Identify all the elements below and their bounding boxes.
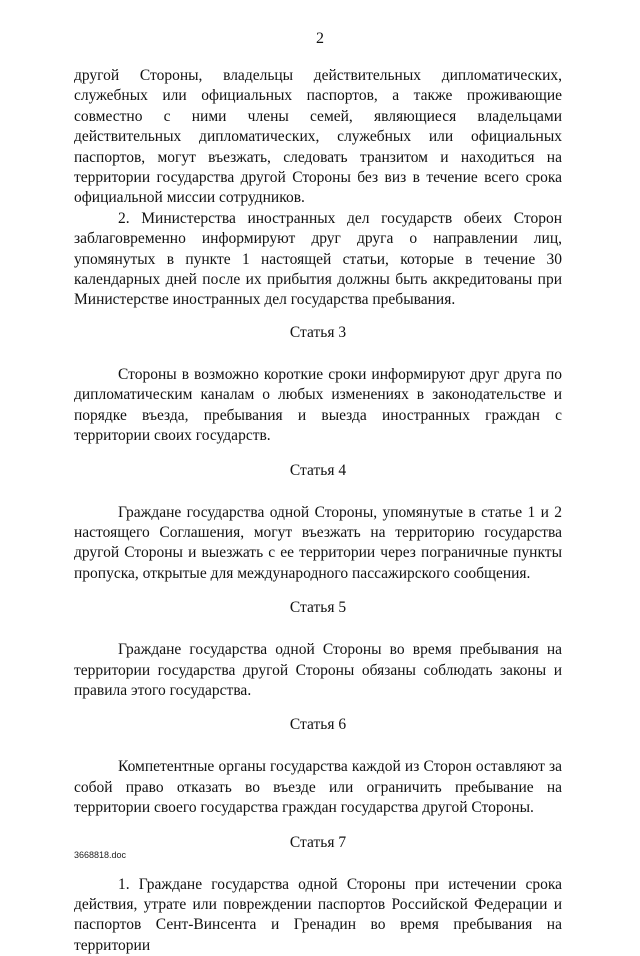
paragraph-item-2: 2. Министерства иностранных дел государств обеих Сторон заблаговременно информируют друг друга о направлении лиц, упомянутых в пункте 1 настоящей статьи, которые в течение 30 календарных дней после их прибытия должны быть аккредитованы при Министерстве иностранных дел государства пребывания. xyxy=(74,209,562,309)
article-7-text: 1. Граждане государства одной Стороны при истечении срока действия, утрате или повреждении паспортов Российской Федерации и паспортов Сент-Винсента и Гренадин во время пребывания на территории xyxy=(74,875,562,954)
document-body xyxy=(74,66,562,956)
article-3-heading: Статья 3 xyxy=(289,323,347,341)
file-name-footer: 3668818.doc xyxy=(74,850,127,860)
article-4-text: Граждане государства одной Стороны, упомянутые в статье 1 и 2 настоящего Соглашения, могут въезжать на территорию государства другой Стороны и выезжать с ее территории через пограничные пункты пропуска, открытые для международного пассажирского сообщения. xyxy=(74,503,562,582)
article-6-heading: Статья 6 xyxy=(289,716,347,734)
article-6-text: Компетентные органы государства каждой из Сторон оставляют за собой право отказать во въезде или ограничить пребывание на территории своего государства граждан государства другой Стороны. xyxy=(74,758,562,817)
article-4-heading: Статья 4 xyxy=(289,461,347,479)
article-7-heading: Статья 7 xyxy=(289,833,347,851)
paragraph-continuation: другой Стороны, владельцы действительных дипломатических, служебных или официальных паспортов, а также проживающие совместно с ними члены семей, являющиеся владельцами действительных дипломатических, служебных или официальных паспортов, могут въезжать, следовать транзитом и находиться на территории государства другой Стороны без виз в течение всего срока официальной миссии сотрудников. xyxy=(74,67,562,207)
article-5-text: Граждане государства одной Стороны во время пребывания на территории государства другой Стороны обязаны соблюдать законы и правила этого государства. xyxy=(74,641,562,699)
article-5-heading: Статья 5 xyxy=(289,599,347,617)
article-3-text: Стороны в возможно короткие сроки информируют друг друга по дипломатическим каналам о любых изменениях в законодательстве и порядке въезда, пребывания и выезда иностранных граждан с территории своих государств. xyxy=(74,365,562,445)
page-number: 2 xyxy=(316,30,324,47)
